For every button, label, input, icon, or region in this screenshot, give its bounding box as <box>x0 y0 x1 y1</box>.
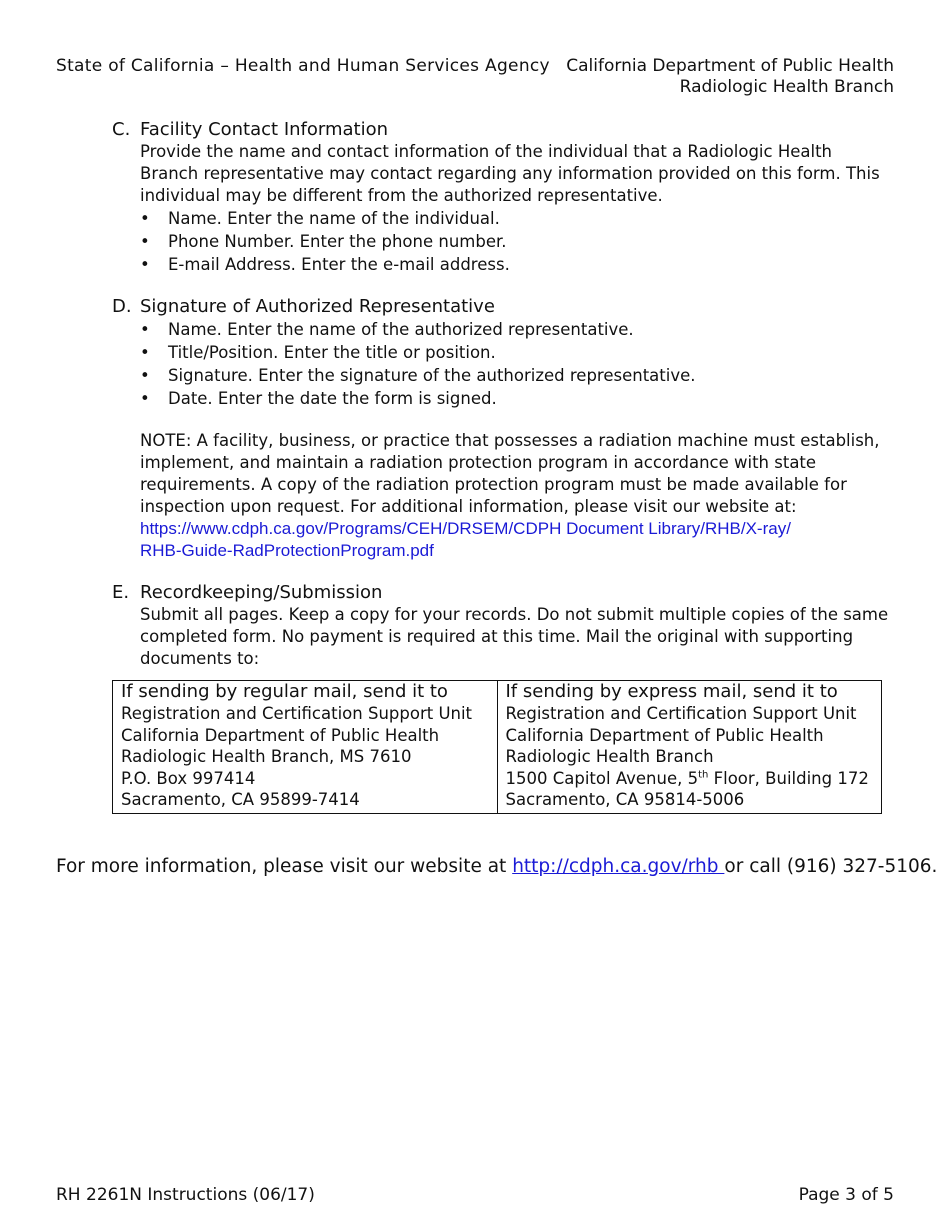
section-c-description: Provide the name and contact information of the individual that a Radiologic Health Branch representative may contact regarding any information provided on this form. This individual may be different from the authorized representative. <box>140 142 880 205</box>
list-item <box>140 387 892 410</box>
more-info-suffix: or call (916) 327-5106. <box>724 856 938 877</box>
list-item <box>140 341 892 364</box>
radiation-program-link-line2[interactable]: RHB-Guide-RadProtectionProgram.pdf <box>140 541 434 560</box>
section-d-title <box>112 296 892 318</box>
section-c <box>112 119 892 276</box>
header-department <box>566 56 894 98</box>
section-e-letter: E. <box>112 582 130 603</box>
radiation-program-link-line1[interactable]: https://www.cdph.ca.gov/Programs/CEH/DRSEM/CDPH Document Library/RHB/X-ray/ <box>140 519 791 538</box>
address-line: California Department of Public Health <box>505 725 824 745</box>
section-d-list <box>140 318 892 410</box>
instructions-content <box>112 119 892 834</box>
address-line: California Department of Public Health <box>121 725 440 745</box>
list-item <box>140 253 892 276</box>
item-label: E-mail Address. <box>168 255 296 274</box>
header-department-name: California Department of Public Health <box>566 56 894 76</box>
radiation-program-link[interactable] <box>140 518 892 562</box>
header-agency: State of California – Health and Human Services Agency <box>56 56 550 76</box>
floor-building: Floor, Building 172 <box>708 768 869 788</box>
more-info-prefix: For more information, please visit our website at <box>56 856 513 877</box>
item-text: Enter the name of the individual. <box>221 209 500 228</box>
list-item <box>140 364 892 387</box>
address-line: Registration and Certification Support Unit <box>505 704 857 723</box>
list-item <box>140 230 892 253</box>
mailing-address-table <box>112 680 882 814</box>
section-d <box>112 296 892 562</box>
list-item <box>140 207 892 230</box>
item-label: Name. <box>168 320 222 339</box>
address-line: Registration and Certification Support Unit <box>121 704 473 723</box>
more-info-line <box>56 856 937 877</box>
street-address: 1500 Capitol Avenue, 5 <box>505 768 699 788</box>
express-mail-cell <box>497 681 882 814</box>
section-e <box>112 582 892 814</box>
section-c-title <box>112 119 892 141</box>
address-line: P.O. Box 997414 <box>121 768 256 788</box>
address-line: Sacramento, CA 95814-5006 <box>505 790 745 809</box>
item-label: Name. <box>168 209 222 228</box>
section-d-letter: D. <box>112 296 132 317</box>
section-c-list <box>140 207 892 276</box>
address-line: Radiologic Health Branch, MS 7610 <box>121 747 412 766</box>
regular-mail-cell <box>113 681 498 814</box>
item-text: Enter the phone number. <box>294 232 507 251</box>
footer-form-id: RH 2261N Instructions (06/17) <box>56 1185 315 1205</box>
section-d-heading: Signature of Authorized Representative <box>140 296 495 317</box>
radiation-program-note: NOTE: A facility, business, or practice that possesses a radiation machine must establish, implement, and maintain a radiation protection program in accordance with state requirements. A copy of the radiation protection program must be made available for inspection upon request. For additional information, please visit our website at: <box>140 431 880 516</box>
footer-page-number: Page 3 of 5 <box>798 1185 894 1205</box>
item-text: Enter the title or position. <box>278 343 496 362</box>
address-line <box>506 768 874 790</box>
express-mail-heading: If sending by express mail, send it to <box>505 681 838 702</box>
regular-mail-heading: If sending by regular mail, send it to <box>121 681 448 702</box>
item-text: Enter the name of the authorized representative. <box>221 320 634 339</box>
item-text: Enter the e-mail address. <box>295 255 510 274</box>
section-e-description: Submit all pages. Keep a copy for your records. Do not submit multiple copies of the same completed form. No payment is required at this time. Mail the original with supporting documents to: <box>140 605 889 668</box>
section-c-heading: Facility Contact Information <box>140 119 389 140</box>
item-text: Enter the signature of the authorized representative. <box>252 366 696 385</box>
section-e-heading: Recordkeeping/Submission <box>140 582 383 603</box>
section-c-letter: C. <box>112 119 131 140</box>
ordinal-suffix: th <box>698 769 709 780</box>
item-label: Date. <box>168 389 213 408</box>
address-line: Radiologic Health Branch <box>505 747 714 766</box>
section-e-title <box>112 582 892 604</box>
item-label: Phone Number. <box>168 232 295 251</box>
address-line: Sacramento, CA 95899-7414 <box>121 790 360 809</box>
item-label: Title/Position. <box>168 343 279 362</box>
item-text: Enter the date the form is signed. <box>212 389 497 408</box>
header-branch-name: Radiologic Health Branch <box>679 77 894 97</box>
rhb-website-link[interactable]: http://cdph.ca.gov/rhb <box>512 856 725 877</box>
item-label: Signature. <box>168 366 253 385</box>
list-item <box>140 318 892 341</box>
